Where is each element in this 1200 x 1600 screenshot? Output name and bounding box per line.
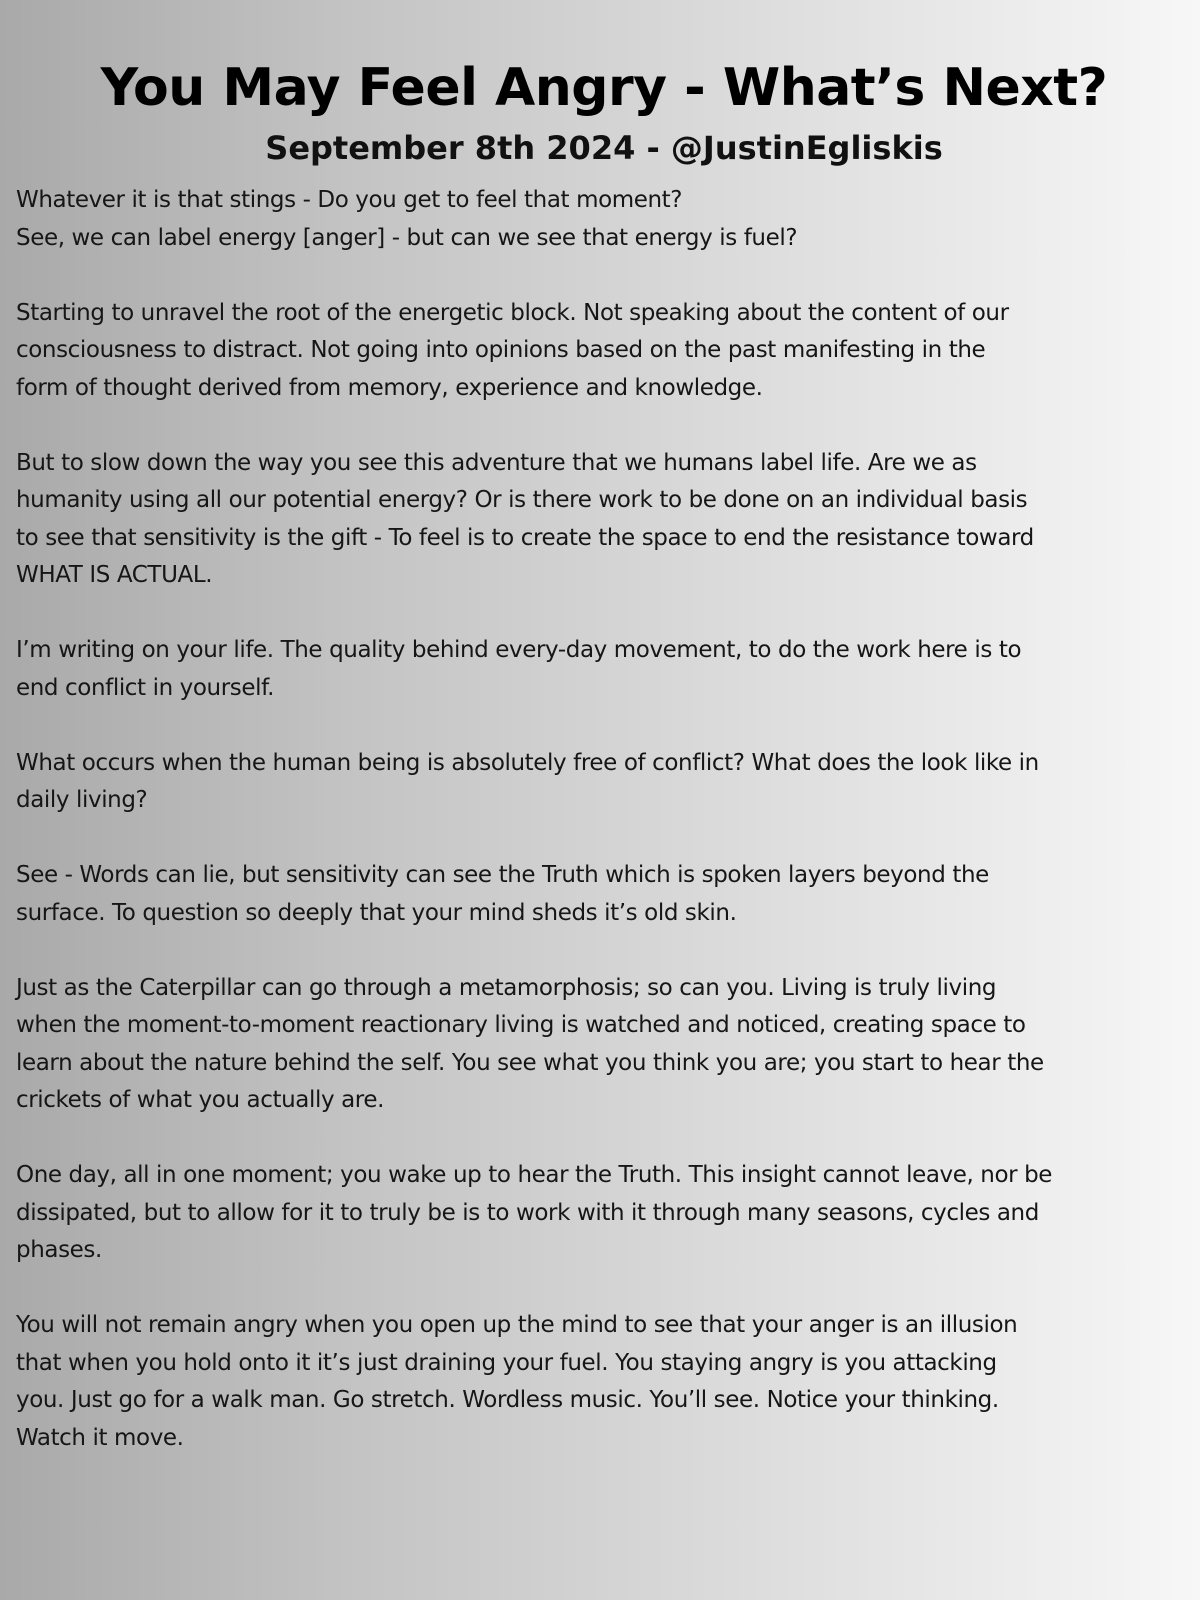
paragraph-line: Just as the Caterpillar can go through a metamorphosis; so can you. Living is truly living [16,974,997,1001]
paragraph-7 [16,970,1192,1120]
paragraph-line: I’m writing on your life. The quality behind every-day movement, to do the work here is to [16,637,1022,663]
paragraph-line: to see that sensitivity is the gift - To feel is to create the space to end the resistance toward [16,524,1034,551]
paragraph-line: See, we can label energy [anger] - but can we see that energy is fuel? [16,224,798,251]
document-subtitle: September 8th 2024 - @JustinEgliskis [265,129,943,167]
paragraph-line: Watch it move. [16,1424,184,1451]
paragraph-line: phases. [16,1237,102,1263]
paragraph-line: You will not remain angry when you open up the mind to see that your anger is an illusion [16,1312,1018,1338]
paragraph-line: crickets of what you actually are. [16,1087,385,1113]
paragraph-6 [16,857,1192,932]
paragraph-line: See - Words can lie, but sensitivity can see the Truth which is spoken layers beyond the [16,862,989,888]
paragraph-line: surface. To question so deeply that your mind sheds it’s old skin. [16,899,737,926]
paragraph-5 [16,745,1192,820]
paragraph-4 [16,632,1192,707]
paragraph-9 [16,1307,1192,1457]
paragraph-line: humanity using all our potential energy? Or is there work to be done on an individual basis [16,487,1028,513]
paragraph-line: consciousness to distract. Not going into opinions based on the past manifesting in the [16,337,986,363]
paragraph-line: Starting to unravel the root of the energetic block. Not speaking about the content of our [16,299,1009,326]
paragraph-line: Whatever it is that stings - Do you get to feel that moment? [16,187,683,213]
paragraph-line: learn about the nature behind the self. You see what you think you are; you start to hear the [16,1049,1044,1076]
paragraph-8 [16,1157,1192,1270]
paragraph-line: that when you hold onto it it’s just draining your fuel. You staying angry is you attacking [16,1349,997,1376]
paragraph-3 [16,445,1192,595]
paragraph-line: end conflict in yourself. [16,674,275,701]
paragraph-line: WHAT IS ACTUAL. [16,562,213,588]
paragraph-line: form of thought derived from memory, experience and knowledge. [16,374,763,401]
paragraph-2 [16,295,1192,408]
paragraph-line: dissipated, but to allow for it to truly be is to work with it through many seasons, cycles and [16,1199,1039,1226]
paragraph-line: when the moment-to-moment reactionary living is watched and noticed, creating space to [16,1012,1026,1038]
paragraph-line: One day, all in one moment; you wake up to hear the Truth. This insight cannot leave, nor be [16,1162,1053,1188]
paragraph-1 [16,182,1192,257]
document-body [16,182,1192,1457]
paragraph-line: What occurs when the human being is absolutely free of conflict? What does the look like in [16,749,1039,776]
paragraph-line: But to slow down the way you see this adventure that we humans label life. Are we as [16,449,977,476]
paragraph-line: daily living? [16,787,148,813]
document-title: You May Feel Angry - What’s Next? [100,58,1108,118]
paragraph-line: you. Just go for a walk man. Go stretch. Wordless music. You’ll see. Notice your thinking. [16,1387,999,1413]
